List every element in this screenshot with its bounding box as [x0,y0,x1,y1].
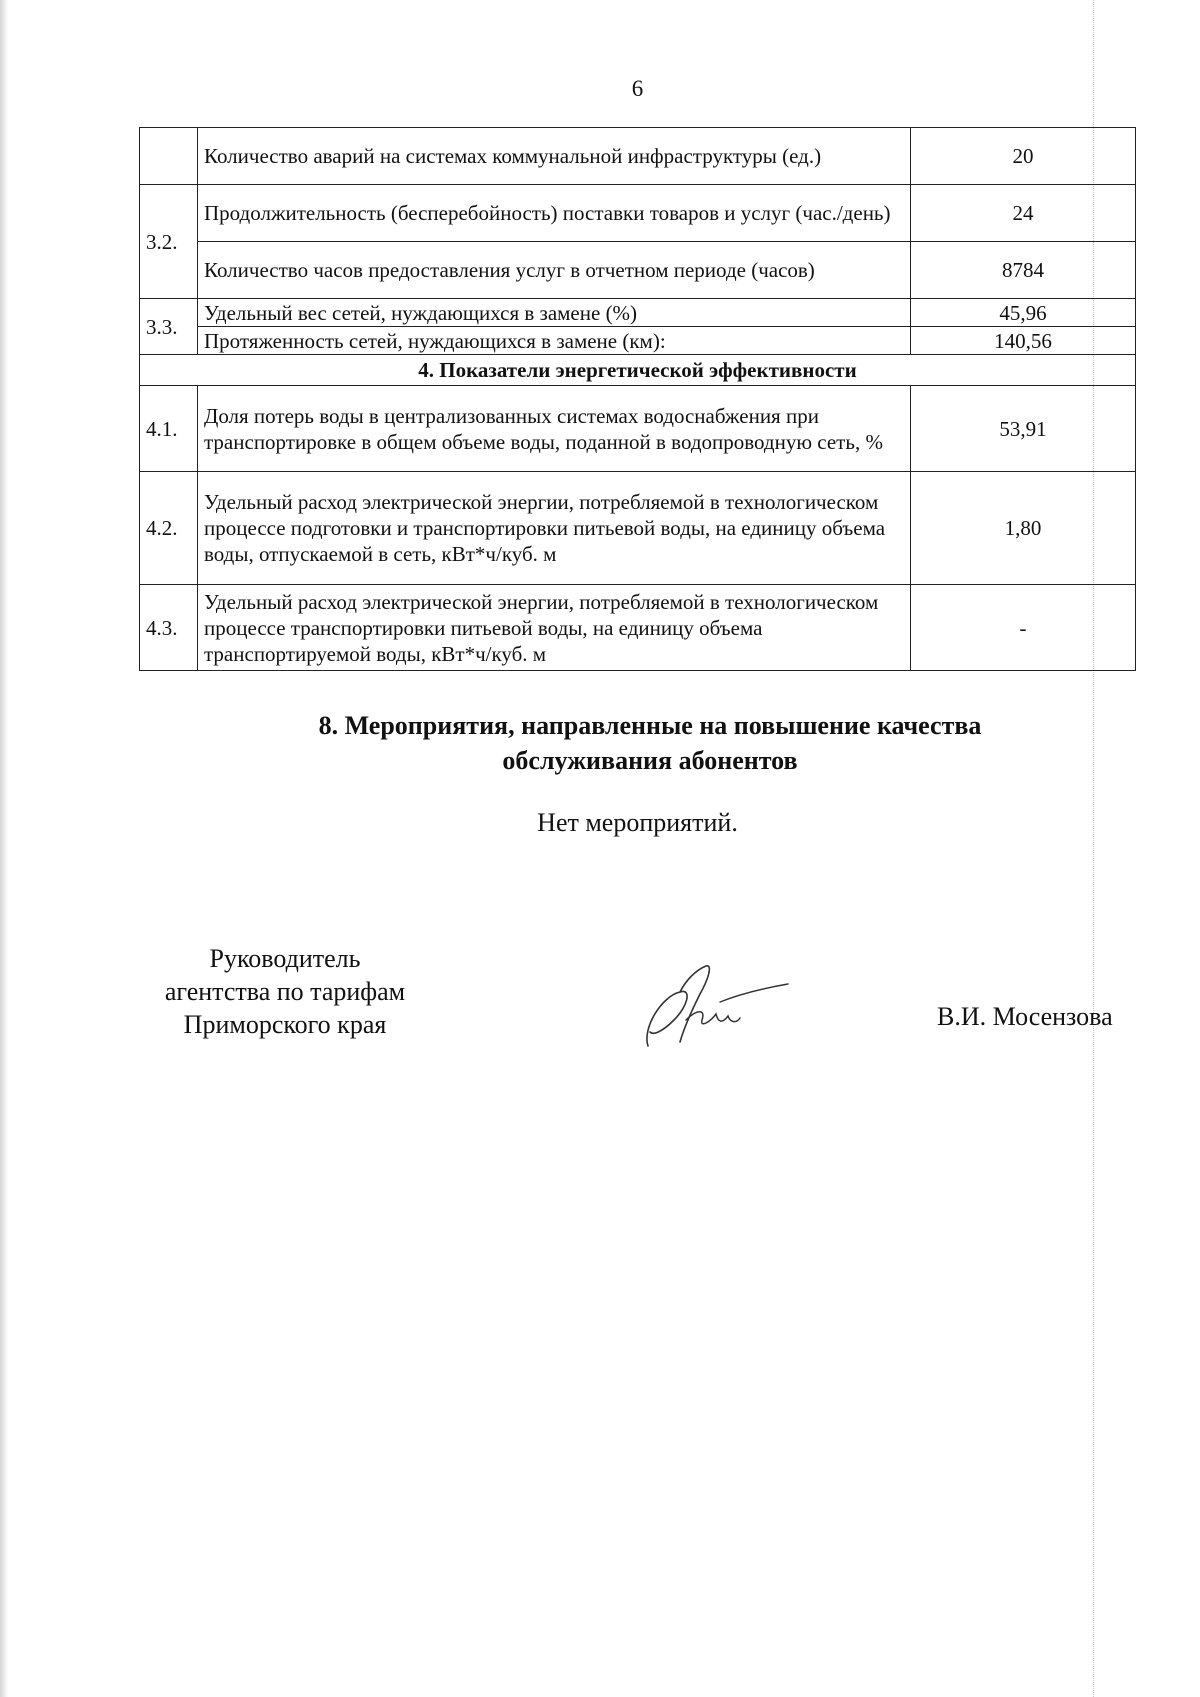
row-value: 53,91 [911,386,1136,472]
table-row [140,327,1136,355]
row-value: 20 [911,128,1136,185]
row-value: - [911,585,1136,671]
row-number: 4.1. [140,386,198,472]
section8-title [220,708,1080,778]
row-number: 3.3. [140,299,198,355]
table-row [140,386,1136,472]
indicators-table [139,127,1136,671]
no-measures-note: Нет мероприятий. [537,808,738,837]
row-number [140,128,198,185]
scan-edge-shadow [0,0,8,1697]
table-row [140,242,1136,299]
table-row [140,185,1136,242]
table-row [140,128,1136,185]
row-number: 4.3. [140,585,198,671]
row-name: Продолжительность (бесперебойность) поставки товаров и услуг (час./день) [198,185,911,242]
section8-title-line1: 8. Мероприятия, направленные на повышение качества [318,711,982,740]
section-header-row [140,355,1136,386]
page-number: 6 [631,76,644,101]
row-value: 1,80 [911,472,1136,585]
row-number: 3.2. [140,185,198,299]
handwritten-signature [640,958,790,1058]
row-number: 4.2. [140,472,198,585]
row-name: Удельный расход электрической энергии, потребляемой в технологическом процессе транспортировки питьевой воды, на единицу объема транспортируемой воды, кВт*ч/куб. м [198,585,911,671]
row-name: Доля потерь воды в централизованных системах водоснабжения при транспортировке в общем объеме воды, поданной в водопроводную сеть, % [198,386,911,472]
table-row [140,299,1136,327]
signer-position-line2: агентства по тарифам [164,977,406,1006]
signer-position-line1: Руководитель [209,944,361,973]
row-name: Количество часов предоставления услуг в отчетном периоде (часов) [198,242,911,299]
row-value: 24 [911,185,1136,242]
signer-name: В.И. Мосензова [937,1002,1113,1031]
row-value: 8784 [911,242,1136,299]
table-row [140,472,1136,585]
row-name: Количество аварий на системах коммунальной инфраструктуры (ед.) [198,128,911,185]
table-row [140,585,1136,671]
section8-title-line2: обслуживания абонентов [502,746,798,775]
row-name: Удельный вес сетей, нуждающихся в замене (%) [198,299,911,327]
section4-title: 4. Показатели энергетической эффективности [140,355,1136,386]
signer-position-line3: Приморского края [183,1010,387,1039]
row-value: 140,56 [911,327,1136,355]
row-name: Удельный расход электрической энергии, потребляемой в технологическом процессе подготовки и транспортировки питьевой воды, на единицу объема воды, отпускаемой в сеть, кВт*ч/куб. м [198,472,911,585]
signer-position [135,942,435,1041]
row-value: 45,96 [911,299,1136,327]
row-name: Протяженность сетей, нуждающихся в замене (км): [198,327,911,355]
